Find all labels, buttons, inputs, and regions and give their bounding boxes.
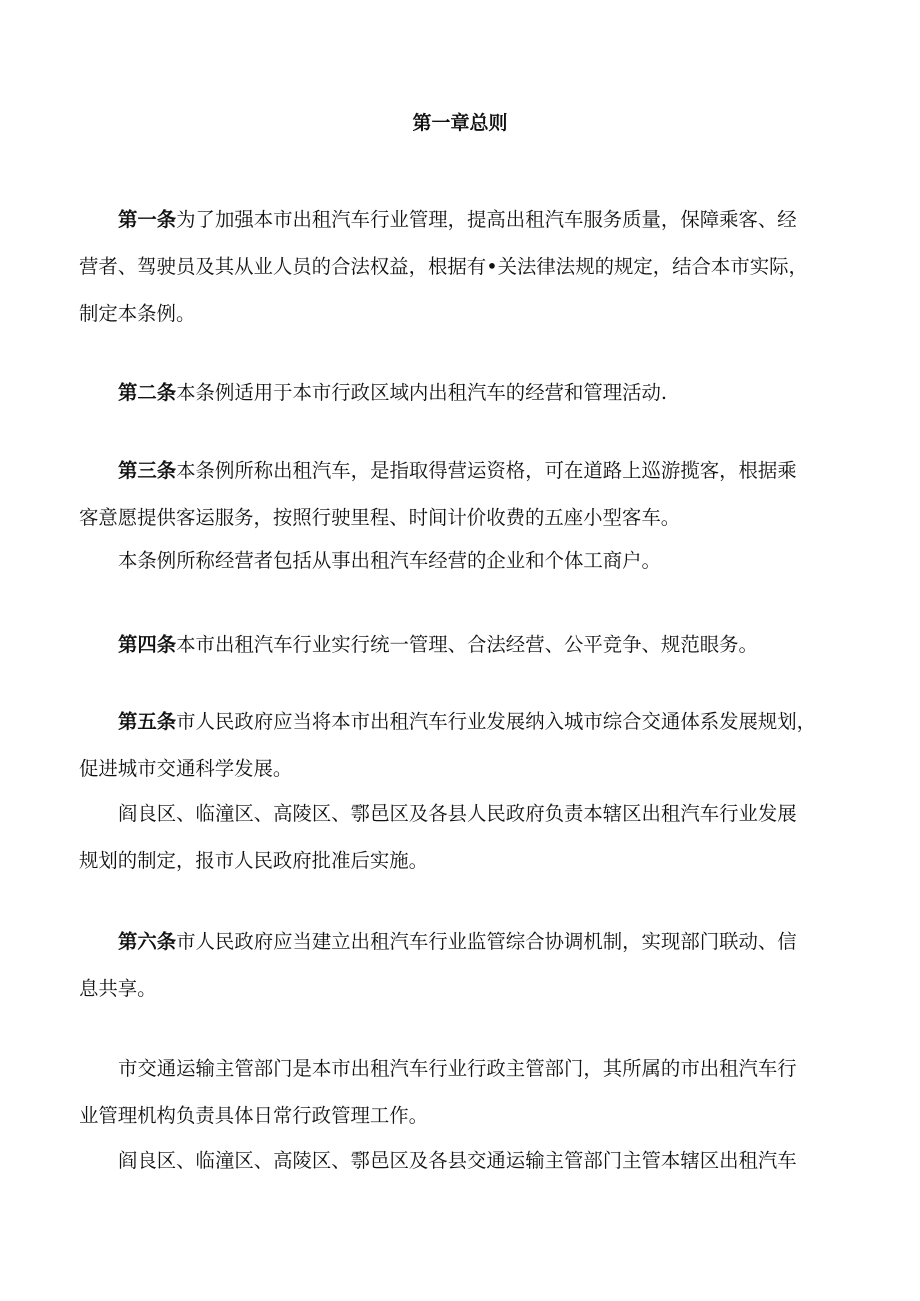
article-number: 第二条 <box>118 381 177 404</box>
chapter-title: 第一章总则 <box>412 112 508 134</box>
article-6-para-2 <box>79 1045 824 1184</box>
article-number: 第四条 <box>118 633 177 656</box>
article-5 <box>79 698 824 884</box>
article-4-line-1: 第四条本市出租汽车行业实行统一管理、合法经营、公平竞争、规范眼务。 <box>118 633 758 656</box>
article-3-para-2: 本条例所称经营者包括从事出租汽车经营的企业和个体工商户。 <box>118 549 661 572</box>
article-number: 第一条 <box>118 208 177 231</box>
article-2-line-1: 第二条本条例适用于本市行政区域内出租汽车的经营和管理活动. <box>118 381 668 404</box>
article-6-line-2: 息共享。 <box>79 977 157 1000</box>
article-6 <box>79 918 824 1012</box>
article-number: 第六条 <box>118 930 177 953</box>
article-3-line-2: 客意愿提供客运服务，按照行驶里程、时间计价收费的五座小型客车。 <box>79 506 681 529</box>
article-1-line-3: 制定本条例。 <box>79 302 196 325</box>
article-3-line-1: 第三条本条例所称出租汽车，是指取得营运资格，可在道路上巡游揽客，根据乘 <box>118 459 797 482</box>
article-1-line-1: 第一条为了加强本市出租汽车行业管理，提高出租汽车服务质量，保障乘客、经 <box>118 208 797 231</box>
article-5-para-2-line-1: 阎良区、临潼区、高陵区、鄠邑区及各县人民政府负责本辖区出租汽车行业发展 <box>118 802 797 825</box>
article-2 <box>118 369 824 416</box>
article-4 <box>118 621 824 668</box>
article-6-para-2-line-2: 业管理机构负责具体日常行政管理工作。 <box>79 1104 429 1127</box>
article-6-para-3-line-1: 阎良区、临潼区、高陵区、鄠邑区及各县交通运输主管部门主管本辖区出租汽车 <box>118 1149 797 1172</box>
article-5-line-1: 第五条市人民政府应当将本市出租汽车行业发展纳入城市综合交通体系发展规划， <box>118 710 817 733</box>
article-5-line-2: 促进城市交通科学发展。 <box>79 757 293 780</box>
article-6-line-1: 第六条市人民政府应当建立出租汽车行业监管综合协调机制，实现部门联动、信 <box>118 930 797 953</box>
article-6-para-2-line-1: 市交通运输主管部门是本市出租汽车行业行政主管部门，其所属的市出租汽车行 <box>118 1057 797 1080</box>
article-1 <box>79 196 824 337</box>
article-5-para-2-line-2: 规划的制定，报市人民政府批准后实施。 <box>79 849 429 872</box>
article-number: 第三条 <box>118 459 177 482</box>
article-3 <box>79 447 824 584</box>
article-1-line-2: 营者、驾驶员及其从业人员的合法权益，根据有•关法律法规的规定，结合本市实际， <box>79 255 808 278</box>
article-number: 第五条 <box>118 710 177 733</box>
